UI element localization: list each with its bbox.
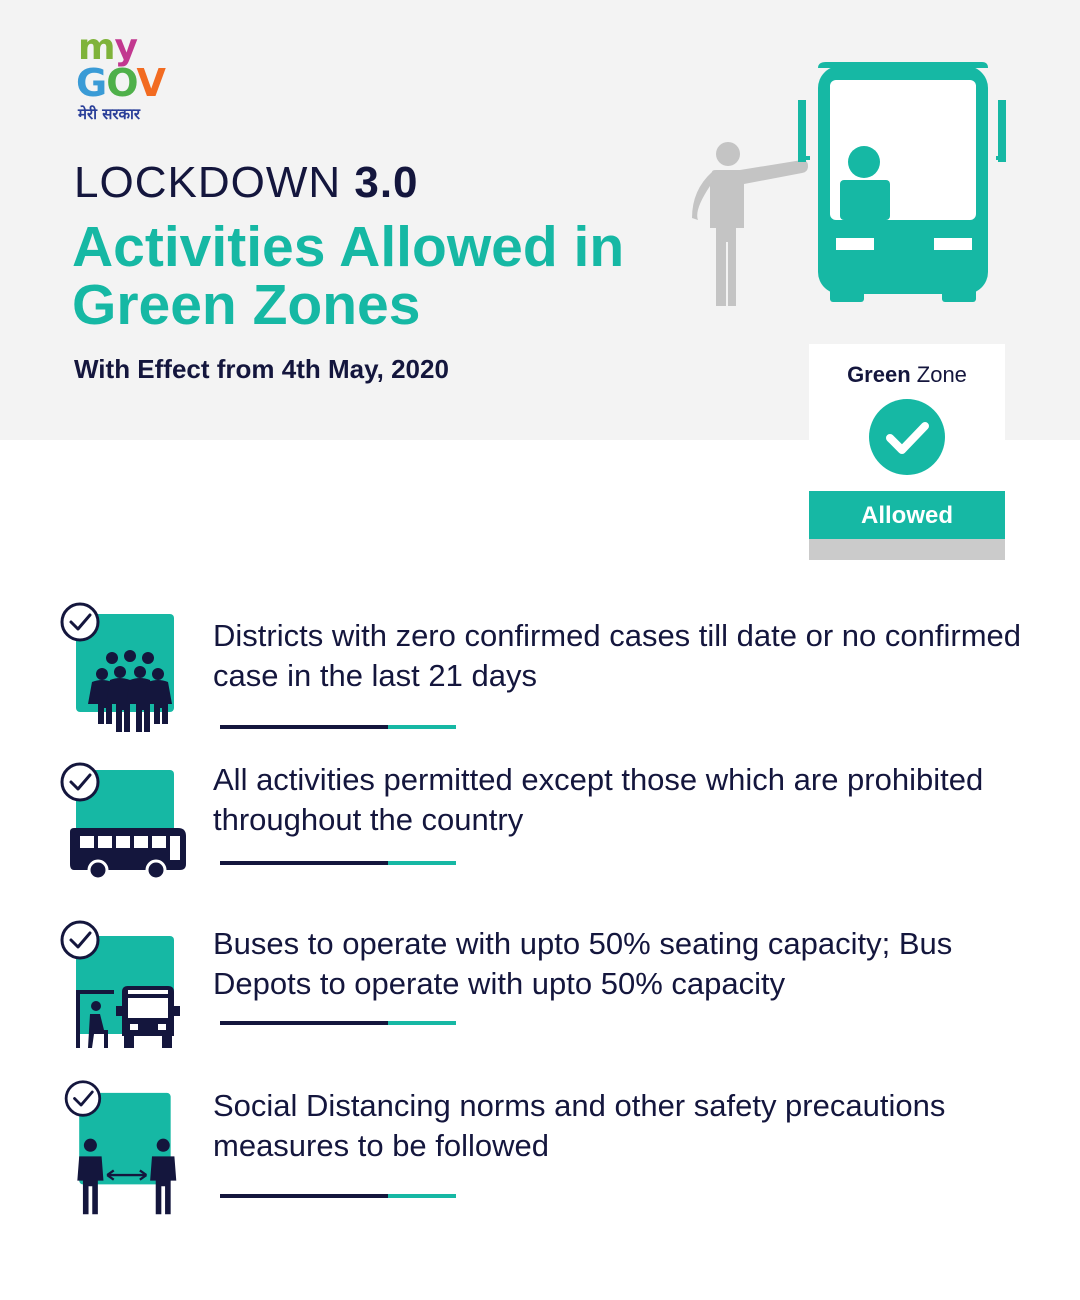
bus-front-icon (798, 62, 1006, 302)
mygov-logo (76, 27, 216, 130)
item-text: All activities permitted except those which are prohibited throughout the country (213, 762, 984, 837)
logo-letter: O (106, 61, 137, 105)
bus-hail-illustration (690, 60, 1030, 310)
effective-date: With Effect from 4th May, 2020 (74, 354, 449, 384)
logo-letter: y (114, 27, 137, 68)
item-divider (220, 861, 456, 865)
item-text: Districts with zero confirmed cases till date or no confirmed case in the last 21 days (213, 618, 1022, 693)
green-zone-card (809, 344, 1005, 560)
logo-letter: V (136, 61, 165, 105)
zone-title-rest: Zone (910, 362, 967, 387)
logo-tagline: मेरी सरकार (78, 105, 141, 123)
item-divider (220, 725, 456, 729)
person-figure-icon (692, 142, 808, 306)
item-text: Buses to operate with upto 50% seating capacity; Bus Depots to operate with upto 50% capacity (213, 926, 953, 1001)
allowed-shadow (809, 539, 1005, 560)
headline: Activities Allowed in Green Zones (72, 215, 625, 337)
bus-depot-icon (58, 918, 190, 1058)
item-text: Social Distancing norms and other safety precautions measures to be followed (213, 1088, 946, 1163)
check-circle-icon (868, 398, 946, 476)
lockdown-title (74, 158, 419, 208)
zone-title (809, 362, 1005, 388)
item-divider (220, 1021, 456, 1025)
allowed-status-badge: Allowed (809, 491, 1005, 539)
social-distancing-icon (58, 1078, 190, 1218)
item-divider (220, 1194, 456, 1198)
title-light: LOCKDOWN (74, 158, 355, 207)
zone-title-bold: Green (847, 362, 911, 387)
title-bold: 3.0 (354, 158, 419, 207)
logo-letter: m (78, 27, 115, 68)
crowd-icon (58, 600, 190, 740)
bus-side-icon (58, 760, 190, 900)
logo-gov (76, 61, 165, 105)
logo-letter: G (76, 61, 107, 105)
